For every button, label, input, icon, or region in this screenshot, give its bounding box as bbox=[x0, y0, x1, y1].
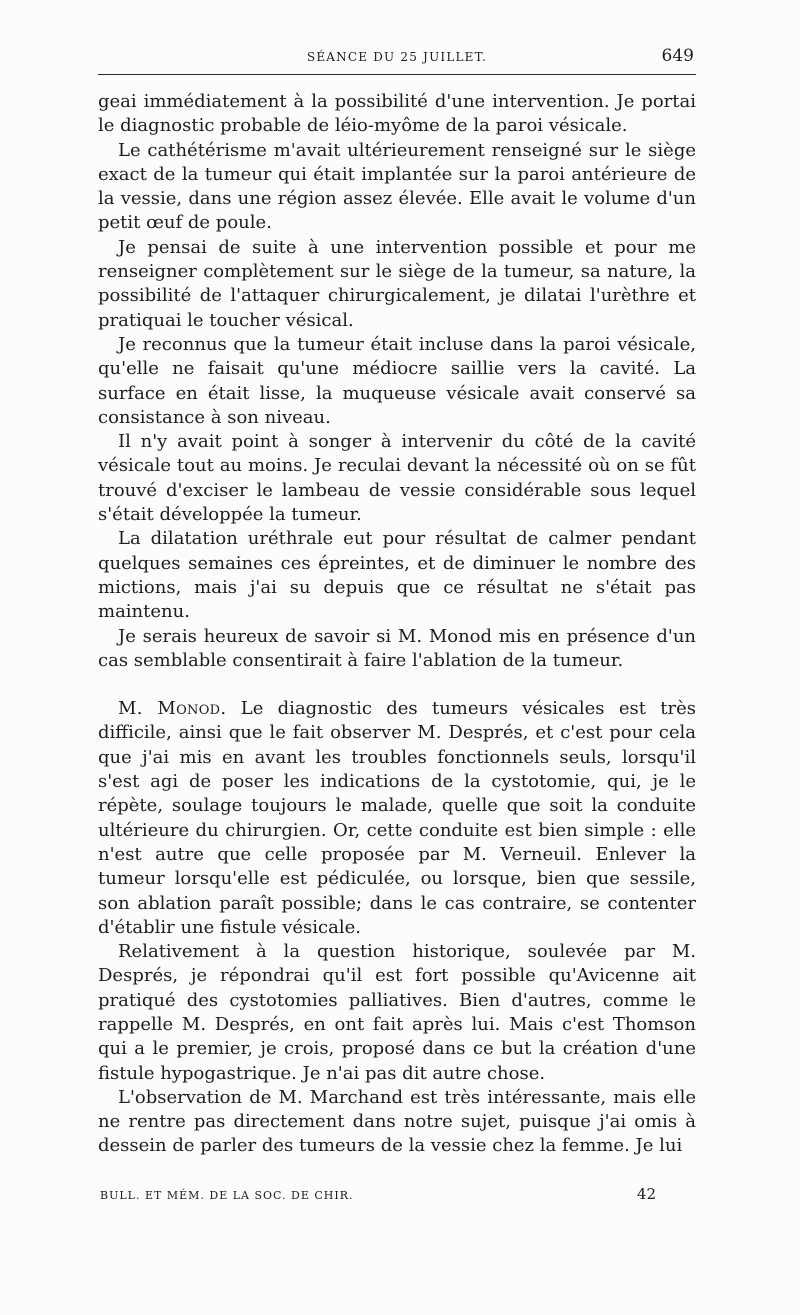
running-title: SÉANCE DU 25 JUILLET. bbox=[306, 50, 488, 64]
paragraph: Je pensai de suite à une intervention possible et pour me renseigner complètement sur le siège de la tumeur, sa nature, la possibilité de l'attaquer chirurgicalement, je dilatai l'urèthre et pratiquai le toucher vésical. bbox=[98, 236, 696, 331]
footer bbox=[98, 1185, 696, 1207]
paragraph: Il n'y avait point à songer à intervenir du côté de la cavité vésicale tout au moins. Je reculai devant la nécessité où on se fût trouvé d'exciser le lambeau de vessie considérable sous lequel s'était développée la tumeur. bbox=[98, 431, 696, 526]
running-header bbox=[98, 46, 696, 68]
paragraph: Relativement à la question historique, soulevée par M. Després, je répondrai qu'il est fort possible qu'Avicenne ait pratiqué des cystotomies palliatives. Bien d'autres, comme le rappelle M. Després, en ont fait après lui. Mais c'est Thomson qui a le premier, je crois, proposé dans ce but la création d'une fistule hypogastrique. Je n'ai pas dit autre chose. bbox=[98, 941, 696, 1084]
paragraph: Le cathétérisme m'avait ultérieurement renseigné sur le siège exact de la tumeur qui était implantée sur la paroi antérieure de la vessie, dans une région assez élevée. Elle avait le volume d'un petit œuf de poule. bbox=[98, 139, 696, 234]
speaker-name: M. Monod. bbox=[118, 698, 227, 720]
reply-text: Le diagnostic des tumeurs vésicales est très difficile, ainsi que le fait observer M. Després, et c'est pour cela que j'ai mis en avant les troubles fonctionnels seuls, lorsqu'il s'est agi de poser les indications de la cystotomie, qui, je le répète, soulage toujours le malade, quelle que soit la conduite ultérieure du chirurgien. Or, cette conduite est bien simple : elle n'est autre que celle proposée par M. Verneuil. Enlever la tumeur lorsqu'elle est pédiculée, ou lorsque, bien que sessile, son ablation paraît possible; dans le cas contraire, se contenter d'établir une fistule vésicale. bbox=[98, 698, 696, 938]
page bbox=[98, 0, 696, 1315]
paragraph: Je serais heureux de savoir si M. Monod mis en présence d'un cas semblable consentirait à faire l'ablation de la tumeur. bbox=[98, 625, 696, 671]
page-number: 649 bbox=[661, 46, 694, 66]
paragraph: Je reconnus que la tumeur était incluse dans la paroi vésicale, qu'elle ne faisait qu'une médiocre saillie vers la cavité. La surface en était lisse, la muqueuse vésicale avait conservé sa consistance à son niveau. bbox=[98, 333, 696, 428]
paragraph: geai immédiatement à la possibilité d'une intervention. Je portai le diagnostic probable de léio-myôme de la paroi vésicale. bbox=[98, 91, 696, 137]
body-text bbox=[98, 90, 696, 1159]
sheet-number: 42 bbox=[636, 1185, 656, 1203]
paragraph: La dilatation uréthrale eut pour résultat de calmer pendant quelques semaines ces épreintes, et de diminuer le nombre des mictions, mais j'ai su depuis que ce résultat ne s'était pas maintenu. bbox=[98, 528, 696, 623]
reply-paragraph bbox=[98, 697, 696, 940]
header-rule bbox=[98, 74, 696, 75]
paragraph: L'observation de M. Marchand est très intéressante, mais elle ne rentre pas directement dans notre sujet, puisque j'ai omis à dessein de parler des tumeurs de la vessie chez la femme. Je lui bbox=[98, 1086, 696, 1157]
footer-signature: BULL. ET MÉM. DE LA SOC. DE CHIR. bbox=[100, 1189, 354, 1202]
